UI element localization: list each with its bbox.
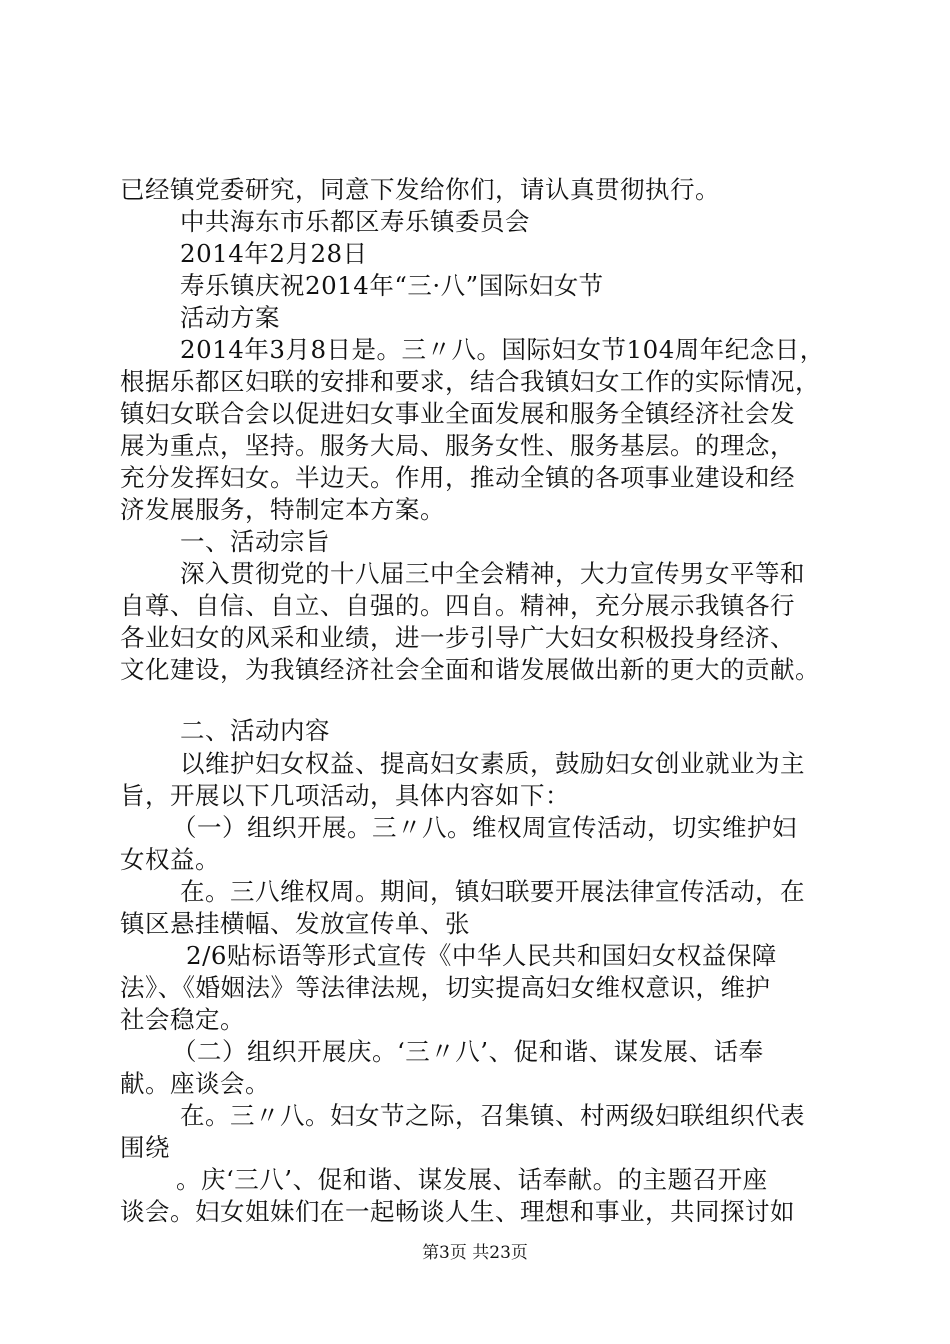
- body-line: 在。三八维权周。期间，镇妇联要开展法律宣传活动，在: [180, 877, 805, 906]
- signature-organization: 中共海东市乐都区寿乐镇委员会: [180, 207, 530, 236]
- body-line: 已经镇党委研究，同意下发给你们，请认真贯彻执行。: [120, 175, 720, 204]
- document-subtitle: 活动方案: [180, 303, 280, 332]
- body-line: 镇区悬挂横幅、发放宣传单、张: [120, 909, 470, 938]
- body-line: 旨，开展以下几项活动，具体内容如下：: [120, 781, 570, 810]
- subsection-heading: （一）组织开展。三〃八。维权周宣传活动，切实维护妇: [172, 813, 797, 842]
- body-line: 镇妇女联合会以促进妇女事业全面发展和服务全镇经济社会发: [120, 399, 795, 428]
- body-line: 自尊、自信、自立、自强的。四自。精神，充分展示我镇各行: [120, 591, 795, 620]
- body-line: 2014年3月8日是。三〃八。国际妇女节104周年纪念日，: [180, 335, 825, 364]
- subsection-heading: （二）组织开展庆。‘三〃八’、促和谐、谋发展、话奉: [172, 1037, 764, 1066]
- body-line: 各业妇女的风采和业绩，进一步引导广大妇女积极投身经济、: [120, 623, 795, 652]
- body-line: 文化建设，为我镇经济社会全面和谐发展做出新的更大的贡献。: [120, 655, 820, 684]
- body-line: 法》、《婚姻法》等法律法规，切实提高妇女维权意识，维护: [120, 973, 771, 1002]
- section-heading: 一、活动宗旨: [180, 527, 330, 556]
- body-line: 以维护妇女权益、提高妇女素质，鼓励妇女创业就业为主: [180, 749, 805, 778]
- body-line: 。庆‘三八’、促和谐、谋发展、话奉献。的主题召开座: [176, 1165, 768, 1194]
- page-footer: 第3页 共23页: [422, 1243, 528, 1263]
- section-heading: 二、活动内容: [180, 716, 330, 745]
- body-line: 社会稳定。: [120, 1005, 245, 1034]
- body-line: 献。座谈会。: [120, 1069, 270, 1098]
- body-line: 展为重点，坚持。服务大局、服务女性、服务基层。的理念，: [120, 431, 795, 460]
- body-line: 谈会。妇女姐妹们在一起畅谈人生、理想和事业，共同探讨如: [120, 1197, 795, 1226]
- document-title: 寿乐镇庆祝2014年“三·八”国际妇女节: [180, 271, 604, 300]
- body-line: 围绕: [120, 1133, 170, 1162]
- body-line: 根据乐都区妇联的安排和要求，结合我镇妇女工作的实际情况，: [120, 367, 820, 396]
- body-line: 2/6贴标语等形式宣传《中华人民共和国妇女权益保障: [186, 941, 777, 970]
- body-line: 济发展服务，特制定本方案。: [120, 495, 445, 524]
- body-line: 在。三〃八。妇女节之际，召集镇、村两级妇联组织代表: [180, 1101, 805, 1130]
- body-line: 深入贯彻党的十八届三中全会精神，大力宣传男女平等和: [180, 559, 805, 588]
- body-line: 女权益。: [120, 845, 220, 874]
- signature-date: 2014年2月28日: [180, 239, 368, 268]
- body-line: 充分发挥妇女。半边天。作用，推动全镇的各项事业建设和经: [120, 463, 795, 492]
